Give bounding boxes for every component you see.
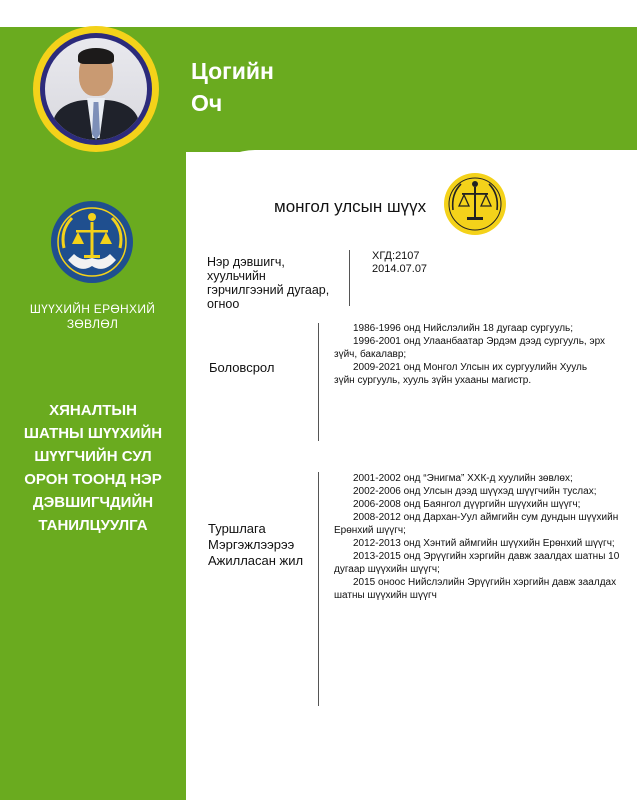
list-item: 2009-2021 онд Монгол Улсын их сургуулийн Хууль зүйн сургууль, хууль зүйн ухааны магистр. bbox=[334, 362, 588, 386]
candidate-photo-frame bbox=[33, 26, 159, 152]
court-logo-icon bbox=[443, 172, 507, 236]
education-list bbox=[334, 322, 609, 387]
license-number: ХГД:2107 bbox=[372, 250, 420, 262]
court-title: монгол улсын шүүх bbox=[274, 197, 427, 216]
list-item: 2013-2015 онд Эрүүгийн хэргийн давж заалдах шатны 10 дугаар шүүхийн шүүгч; bbox=[334, 551, 620, 575]
list-item: 2001-2002 онд “Энигма” ХХК-д хуулийн зөвлөх; bbox=[353, 473, 573, 484]
divider bbox=[318, 472, 319, 706]
list-item: 2008-2012 онд Дархан-Уул аймгийн сум дундын шүүхийн Ерөнхий шүүгч; bbox=[334, 512, 619, 536]
list-item: 2012-2013 онд Хэнтий аймгийн шүүхийн Ерөнхий шүүгч; bbox=[353, 538, 615, 549]
list-item: 1986-1996 онд Нийслэлийн 18 дугаар сургууль; bbox=[353, 323, 574, 334]
council-name: ШҮҮХИЙН ЕРӨНХИЙ ЗӨВЛӨЛ bbox=[29, 302, 156, 331]
list-item: 2002-2006 онд Улсын дээд шүүхэд шүүгчийн туслах; bbox=[353, 486, 597, 497]
page-heading: ХЯНАЛТЫН ШАТНЫ ШҮҮХИЙН ШҮҮГЧИЙН СУЛ ОРОН ТООНД НЭР ДЭВШИГЧДИЙН ТАНИЛЦУУЛГА bbox=[23, 402, 163, 534]
license-label: Нэр дэвшигч, хуульчийн гэрчилгээний дугаар, огноо bbox=[207, 255, 330, 311]
experience-label: Туршлага Мэргэжлээрээ Ажилласан жил bbox=[208, 521, 304, 568]
judicial-council-emblem-icon bbox=[50, 200, 134, 284]
candidate-first-name: Цогийн bbox=[191, 58, 274, 84]
license-date: 2014.07.07 bbox=[372, 263, 428, 275]
candidate-photo bbox=[45, 38, 147, 140]
list-item: 2015 оноос Нийслэлийн Эрүүгийн хэргийн давж заалдах шатны шүүхийн шүүгч bbox=[334, 577, 617, 601]
list-item: 2006-2008 онд Баянгол дүүргийн шүүхийн шүүгч; bbox=[353, 499, 581, 510]
list-item: 1996-2001 онд Улаанбаатар Эрдэм дээд сургууль, эрх зүйч, бакалавр; bbox=[334, 336, 606, 360]
candidate-last-name: Оч bbox=[191, 90, 223, 116]
education-label: Боловсрол bbox=[209, 360, 275, 375]
divider bbox=[349, 250, 350, 306]
divider bbox=[318, 323, 319, 441]
experience-list bbox=[334, 472, 624, 602]
